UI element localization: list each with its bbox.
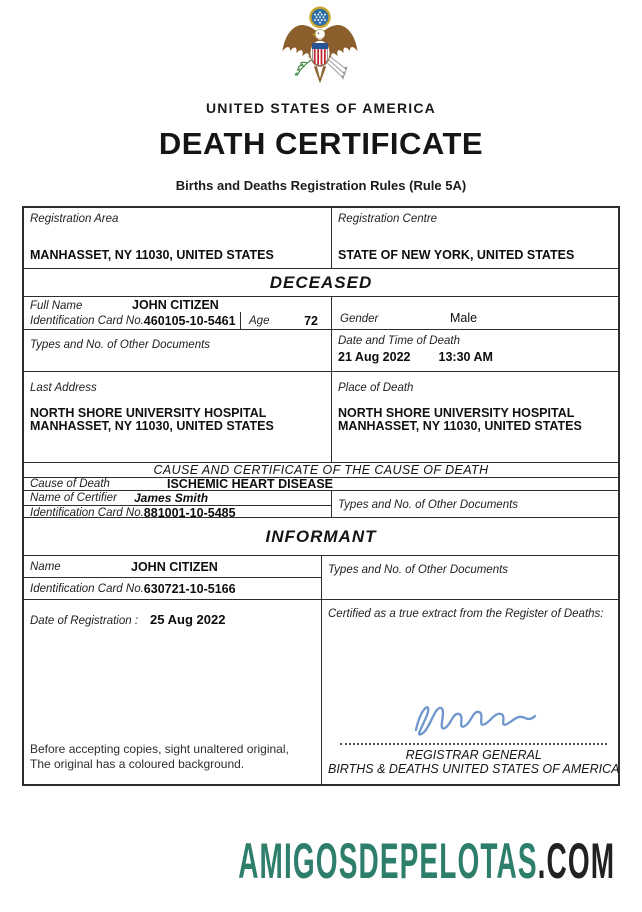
country-name: UNITED STATES OF AMERICA — [206, 100, 436, 116]
gender-label: Gender — [340, 313, 379, 325]
document-subtitle: Births and Deaths Registration Rules (Rule 5A) — [175, 178, 467, 193]
copy-notice-line2: The original has a coloured background. — [30, 756, 245, 771]
informant-id-row — [24, 577, 321, 599]
id-card-label: Identification Card No. — [30, 314, 144, 327]
cause-section-title: CAUSE AND CERTIFICATE OF THE CAUSE OF DEATH — [153, 463, 489, 477]
address-row — [24, 371, 618, 462]
cause-other-docs-cell — [331, 491, 618, 517]
certifier-block-row — [24, 490, 618, 520]
gender-cell — [331, 297, 618, 329]
informant-section-title: INFORMANT — [265, 526, 377, 546]
death-datetime-cell — [331, 330, 618, 371]
signature-icon — [408, 698, 540, 738]
registration-row — [24, 208, 618, 268]
last-address-line2: MANHASSET, NY 11030, UNITED STATES — [30, 419, 274, 433]
gender-value: Male — [450, 311, 478, 325]
cause-other-docs-label: Types and No. of Other Documents — [338, 499, 519, 511]
registration-date-value: 25 Aug 2022 — [150, 612, 226, 627]
registration-centre-label: Registration Centre — [338, 213, 438, 225]
last-address-line1: NORTH SHORE UNIVERSITY HOSPITAL — [30, 406, 267, 420]
spacer — [30, 627, 315, 742]
registration-centre-value: STATE OF NEW YORK, UNITED STATES — [338, 248, 575, 262]
certificate-table — [22, 206, 620, 786]
informant-name-label: Name — [30, 560, 61, 573]
informant-name-value: JOHN CITIZEN — [131, 559, 218, 574]
deceased-other-docs-cell — [24, 330, 331, 371]
registration-area-cell — [24, 208, 331, 268]
certifier-name-label: Name of Certifier — [30, 492, 117, 504]
informant-id-label: Identification Card No. — [30, 582, 144, 595]
other-docs-death-datetime-row — [24, 329, 618, 371]
registration-date-cell — [24, 600, 321, 784]
deceased-other-docs-label: Types and No. of Other Documents — [30, 339, 211, 351]
cause-of-death-value: ISCHEMIC HEART DISEASE — [167, 477, 333, 491]
informant-name-row — [24, 556, 321, 577]
full-name-value: JOHN CITIZEN — [132, 298, 219, 312]
death-datetime-label: Date and Time of Death — [338, 335, 460, 347]
last-address-label: Last Address — [30, 382, 97, 394]
us-great-seal-eagle-icon — [281, 5, 359, 97]
informant-column — [24, 556, 321, 599]
document-title: DEATH CERTIFICATE — [158, 126, 484, 161]
watermark-tld: .COM — [537, 833, 615, 889]
certifier-id-label: Identification Card No. — [30, 507, 144, 519]
informant-other-docs-label: Types and No. of Other Documents — [328, 564, 509, 576]
informant-section-row — [24, 517, 618, 555]
registration-centre-cell — [331, 208, 618, 268]
name-id-cell — [24, 297, 331, 329]
name-id-age-gender-row — [24, 296, 618, 329]
informant-other-docs-cell — [321, 556, 618, 599]
bottom-row — [24, 599, 618, 784]
certified-cell — [321, 600, 625, 784]
informant-block-row — [24, 555, 618, 599]
place-of-death-label: Place of Death — [338, 382, 414, 394]
copy-notice-line1: Before accepting copies, sight unaltered original, — [30, 742, 289, 756]
id-age-line — [24, 312, 331, 329]
age-cell — [241, 312, 331, 329]
certified-label: Certified as a true extract from the Register of Deaths: — [328, 608, 604, 620]
id-card-cell — [24, 312, 241, 329]
registration-area-value: MANHASSET, NY 11030, UNITED STATES — [30, 248, 274, 262]
watermark-brand: AMIGOSDEPELOTAS — [237, 833, 538, 889]
place-of-death-line2: MANHASSET, NY 11030, UNITED STATES — [338, 419, 582, 433]
place-of-death-line1: NORTH SHORE UNIVERSITY HOSPITAL — [338, 406, 575, 420]
deceased-section-title: DECEASED — [269, 272, 373, 292]
age-label: Age — [249, 314, 270, 327]
certifier-name-value: James Smith — [134, 491, 209, 505]
registration-date-line — [30, 612, 315, 627]
certifier-name-row — [24, 491, 331, 505]
place-of-death-cell — [331, 372, 618, 462]
death-time-value: 13:30 AM — [438, 350, 493, 364]
registrar-signature — [328, 698, 619, 738]
certifier-column — [24, 491, 331, 520]
deceased-section-row — [24, 268, 618, 296]
site-watermark — [237, 833, 615, 889]
death-datetime-value — [338, 350, 612, 364]
place-of-death-value — [338, 407, 612, 433]
copy-notice — [30, 742, 315, 771]
registrar-title — [328, 748, 619, 776]
cause-of-death-row — [24, 477, 618, 490]
signature-dotted-line — [340, 742, 607, 745]
cause-section-row — [24, 462, 618, 477]
death-date-value: 21 Aug 2022 — [338, 350, 411, 364]
informant-id-value: 630721-10-5166 — [143, 581, 236, 596]
last-address-value — [30, 407, 325, 433]
certifier-id-value: 881001-10-5485 — [143, 506, 236, 520]
full-name-label: Full Name — [30, 300, 83, 312]
registration-date-label: Date of Registration : — [30, 615, 139, 627]
cause-of-death-label: Cause of Death — [30, 478, 110, 490]
full-name-line — [24, 297, 331, 312]
age-value: 72 — [304, 313, 318, 328]
registrar-line2: BIRTHS & DEATHS UNITED STATES OF AMERICA — [328, 762, 620, 776]
id-card-value: 460105-10-5461 — [143, 313, 236, 328]
registration-area-label: Registration Area — [30, 213, 119, 225]
last-address-cell — [24, 372, 331, 462]
registrar-line1: REGISTRAR GENERAL — [405, 748, 542, 762]
